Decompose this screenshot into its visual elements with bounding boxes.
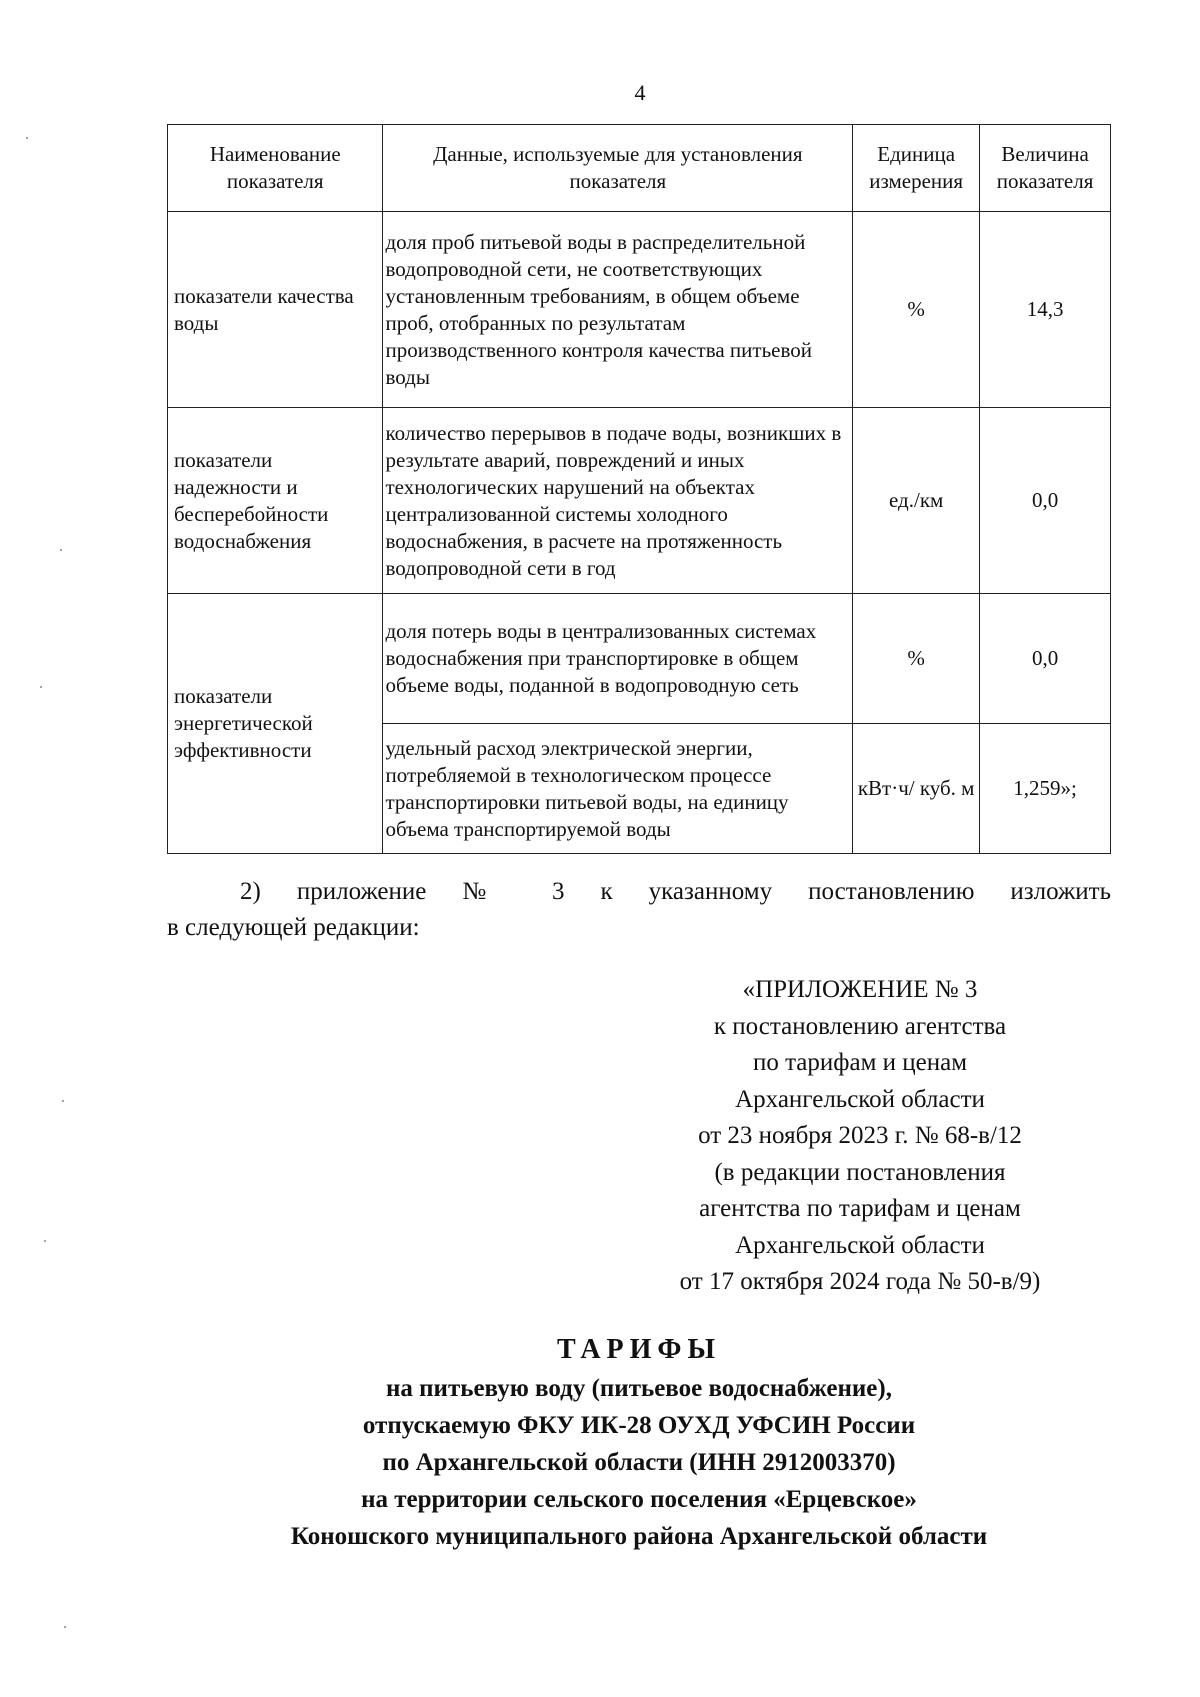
appendix-line: (в редакции постановления (714, 1158, 1006, 1186)
row-data: доля проб питьевой воды в распределительной водопроводной сети, не соответствующих установленным требованиям, в общем объеме проб, отобранных по результатам производственного контроля качества питьевой воды (383, 212, 853, 408)
row-unit: % (853, 594, 980, 724)
table-row (168, 408, 1111, 594)
header-indicator-name: Наименование показателя (168, 125, 383, 212)
tariff-subtitle-line: Коношского муниципального района Архангельской области (290, 1523, 988, 1550)
tariff-subtitle-line: на территории сельского поселения «Ерцевское» (361, 1486, 917, 1513)
table-row (168, 212, 1111, 408)
scan-speck (40, 686, 42, 688)
appendix-line: агентства по тарифам и ценам (699, 1195, 1021, 1222)
table-header-row (168, 125, 1111, 212)
row-unit: % (853, 212, 980, 408)
paragraph-line-1: 2) приложение № 3 к указанному постановлению изложить (240, 878, 1111, 905)
header-unit: Единица измерения (853, 125, 980, 212)
row-value: 0,0 (980, 408, 1111, 594)
header-data-used: Данные, используемые для установления показателя (383, 125, 853, 212)
indicators-table (167, 124, 1111, 854)
tariff-subtitle-line: отпускаемую ФКУ ИК-28 ОУХД УФСИН России (362, 1412, 916, 1439)
appendix-line: по тарифам и ценам (752, 1049, 968, 1076)
scan-speck (44, 1240, 46, 1242)
row-value: 14,3 (980, 212, 1111, 408)
row-value: 0,0 (980, 594, 1111, 724)
appendix-line: от 17 октября 2024 года № 50-в/9) (679, 1268, 1041, 1295)
row-unit: кВт·ч/ куб. м (853, 724, 980, 854)
scan-speck (64, 1626, 66, 1628)
appendix-line: к постановлению агентства (713, 1012, 1007, 1040)
appendix-heading (640, 972, 1080, 1301)
row-unit: ед./км (853, 408, 980, 594)
tariff-heading (167, 1330, 1111, 1555)
tariff-subtitle-line: по Архангельской области (ИНН 2912003370) (382, 1449, 896, 1476)
header-value: Величина показателя (980, 125, 1111, 212)
table-row (168, 594, 1111, 724)
appendix-line: Архангельской области (735, 1231, 985, 1259)
group-name-water-quality: показатели качества воды (168, 212, 383, 408)
row-data: количество перерывов в подаче воды, возникших в результате аварий, повреждений и иных технологических нарушений на объектах централизованной системы холодного водоснабжения, в расчете на протяженность водопроводной сети в год (383, 408, 853, 594)
row-data: доля потерь воды в централизованных системах водоснабжения при транспортировке в общем объеме воды, поданной в водопроводную сеть (383, 594, 853, 724)
appendix-line: «ПРИЛОЖЕНИЕ № 3 (742, 976, 978, 1003)
row-value: 1,259»; (980, 724, 1111, 854)
group-name-energy-efficiency: показатели энергетической эффективности (168, 594, 383, 854)
appendix-line: Архангельской области (735, 1085, 985, 1113)
group-name-reliability: показатели надежности и бесперебойности водоснабжения (168, 408, 383, 594)
row-data: удельный расход электрической энергии, потребляемой в технологическом процессе транспортировки питьевой воды, на единицу объема транспортируемой воды (383, 724, 853, 854)
scan-speck (62, 1100, 64, 1102)
scan-speck (60, 549, 62, 551)
paragraph-line-2: в следующей редакции: (167, 914, 420, 941)
tariff-subtitle-line: на питьевую воду (питьевое водоснабжение), (386, 1375, 892, 1402)
appendix-line: от 23 ноября 2023 г. № 68-в/12 (698, 1122, 1022, 1149)
page-number: 4 (634, 80, 646, 105)
scan-speck (26, 137, 28, 139)
tariff-title: ТАРИФЫ (557, 1334, 721, 1365)
